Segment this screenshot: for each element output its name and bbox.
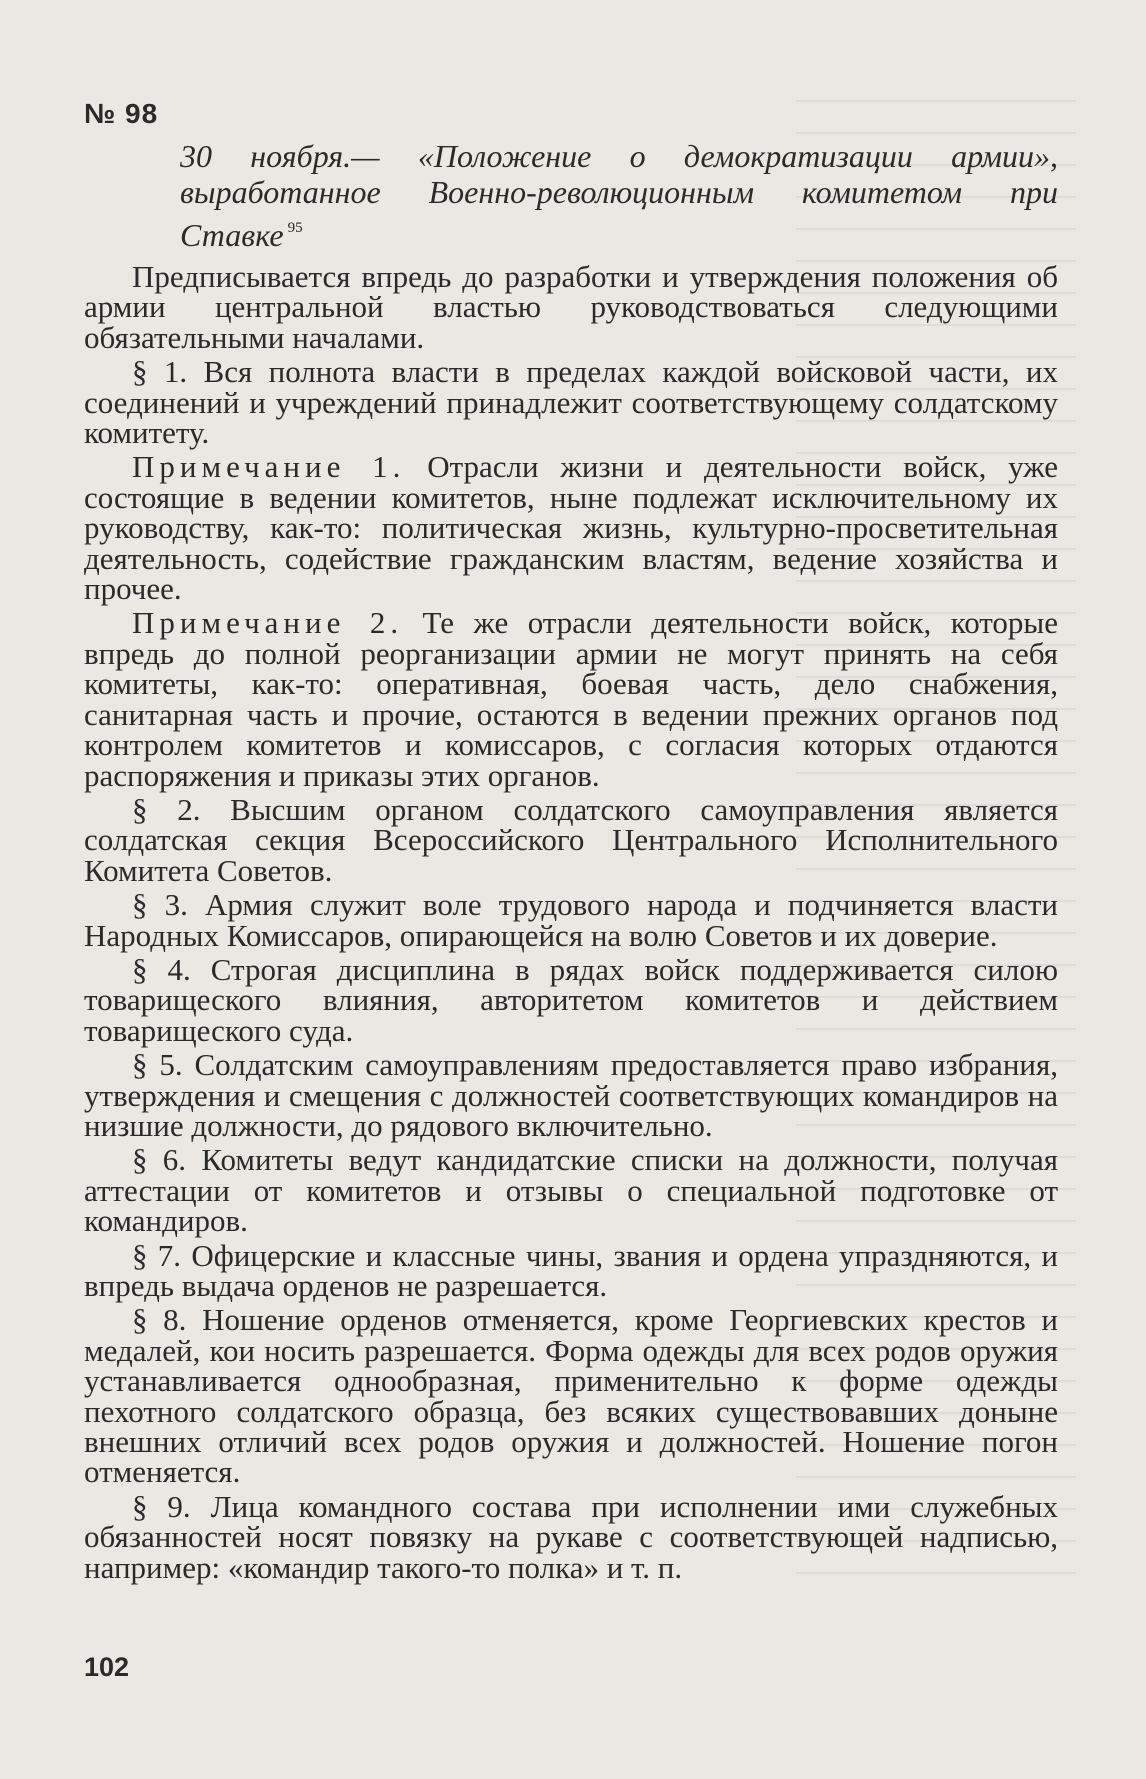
section-8 [84, 1302, 1059, 1490]
document-heading [180, 138, 1058, 253]
section-label: § 7. [132, 1237, 182, 1273]
note-label: Примечание 1. [132, 449, 406, 485]
section-text: Вся полнота власти в пределах каждой войсковой части, их соединений и учреждений принадлежит соответствующему солдатскому комитету. [84, 354, 1059, 451]
section-label: § 8. [132, 1302, 187, 1338]
document-number: № 98 [84, 98, 159, 129]
section-5 [84, 1047, 1059, 1143]
note-2 [84, 605, 1059, 793]
section-label: § 9. [132, 1488, 191, 1524]
section-text: Строгая дисциплина в рядах войск поддерживается силою товарищеского влияния, авторитетом комитетов и действием товарищеского суда. [84, 951, 1059, 1048]
section-6 [84, 1142, 1059, 1239]
note-text: Те же отрасли деятельности войск, которые впредь до полной реорганизации армии не могут принять на себя комитеты, как-то: оперативная, боевая часть, дело снабжения, санитарная часть и прочие, остаются в ведении прежних органов под контролем комитетов и комиссаров, с согласия которых отдаются распоряжения и приказы этих органов. [84, 605, 1059, 793]
heading-text: 30 ноября.— «Положение о демократизации армии», выработанное Военно-революционным комитетом при Ставке [180, 138, 1058, 253]
section-text: Лица командного состава при исполнении ими служебных обязанностей носят повязку на рукаве с соответствующей надписью, например: «командир такого-то полка» и т. п. [84, 1488, 1058, 1585]
footnote-marker: 95 [287, 220, 303, 236]
section-9 [84, 1488, 1058, 1585]
note-text: Отрасли жизни и деятельности войск, уже состоящие в ведении комитетов, ныне подлежат исключительному их руководству, как-то: политическая жизнь, культурно-просветительная деятельность, содействие гражданским властям, ведение хозяйства и прочее. [84, 449, 1059, 607]
section-text: Армия служит воле трудового народа и подчиняется власти Народных Комиссаров, опирающейся на волю Советов и их доверие. [84, 887, 1059, 953]
section-4 [84, 951, 1059, 1048]
document-body [84, 259, 1059, 1587]
section-text: Ношение орденов отменяется, кроме Георгиевских крестов и медалей, кои носить разрешается. Форма одежды для всех родов оружия устанавливается однообразная, применительно к форме одежды пехотного солдатского образца, без всяких существовавших доныне внешних отличий всех родов оружия и должностей. Ношение погон отменяется. [84, 1302, 1059, 1490]
note-label: Примечание 2. [132, 605, 404, 641]
section-label: § 5. [132, 1047, 183, 1083]
section-1 [84, 354, 1059, 451]
section-label: § 3. [132, 887, 188, 923]
section-text: Солдатским самоуправлениям предоставляется право избрания, утверждения и смещения с должностей соответствующих командиров на низшие должности, до рядового включительно. [84, 1047, 1059, 1143]
section-text: Офицерские и классные чины, звания и ордена упраздняются, и впредь выдача орденов не разрешается. [84, 1237, 1058, 1303]
section-2 [84, 791, 1059, 888]
section-text: Высшим органом солдатского самоуправления является солдатская секция Всероссийского Центрального Исполнительного Комитета Советов. [84, 791, 1059, 888]
section-3 [84, 887, 1059, 953]
note-1 [84, 449, 1059, 607]
section-label: § 4. [132, 951, 191, 987]
intro-paragraph: Предписывается впредь до разработки и утверждения положения об армии центральной властью руководствоваться следующими обязательными началами. [84, 259, 1058, 355]
section-label: § 6. [132, 1142, 187, 1178]
section-label: § 1. [132, 354, 188, 390]
section-7 [84, 1237, 1058, 1303]
page-number: 102 [84, 1652, 130, 1682]
section-text: Комитеты ведут кандидатские списки на должности, получая аттестации от комитетов и отзывы о специальной подготовке от командиров. [84, 1142, 1059, 1239]
section-label: § 2. [132, 791, 201, 827]
